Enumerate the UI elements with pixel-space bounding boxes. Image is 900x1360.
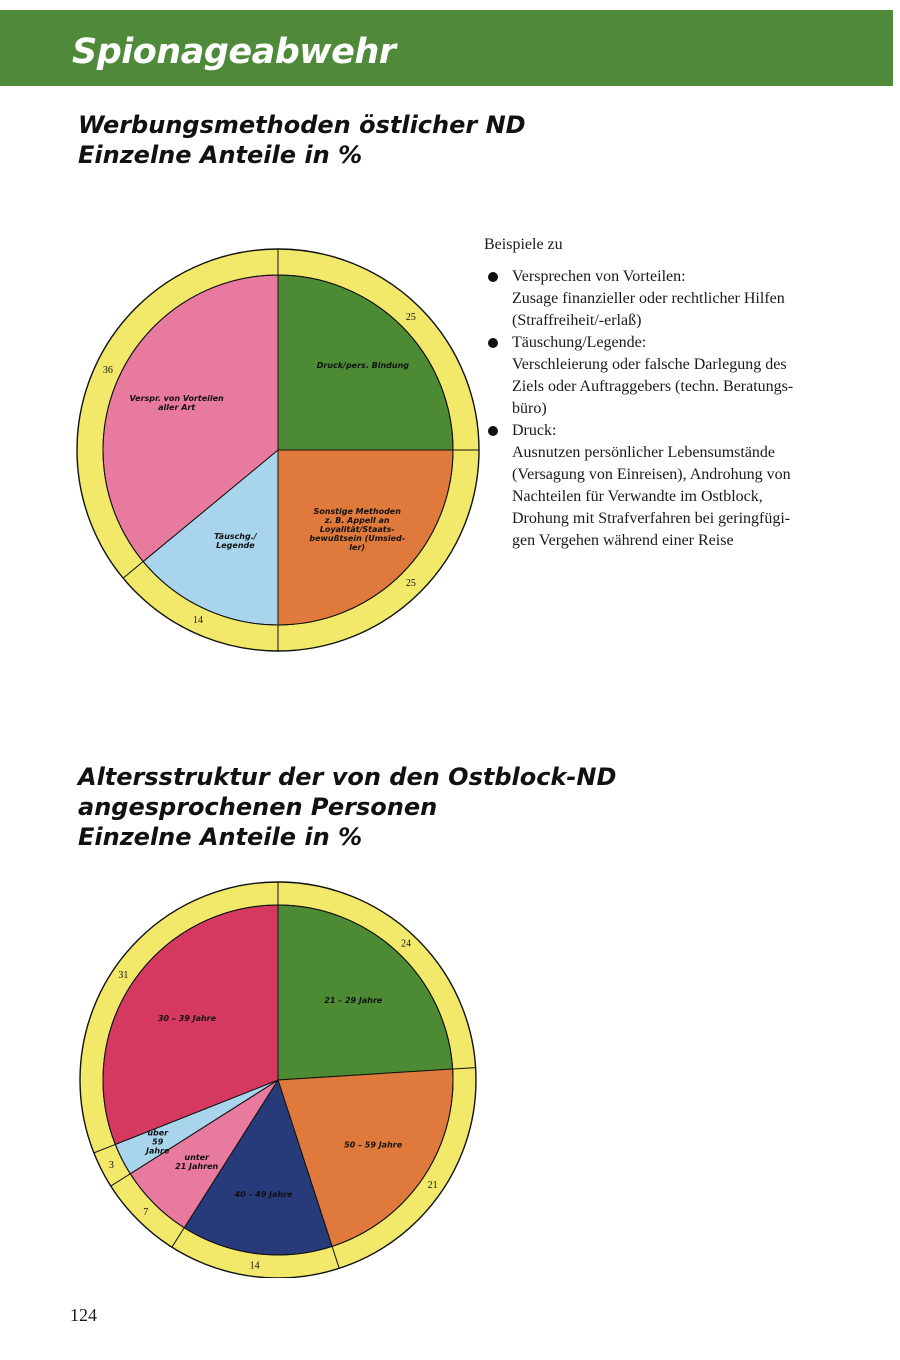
note-line: büro) [512,400,547,417]
methods-pie-svg [60,235,500,665]
chart2-title-line1: Altersstruktur der von den Ostblock-ND [78,763,617,791]
note-item [484,332,869,420]
pie-slice-label: 30 – 39 Jahre [157,1014,217,1024]
note-line: Nachteilen für Verwandte im Ostblock, [512,488,763,505]
page-number: 124 [70,1305,97,1325]
pie-slice [278,905,453,1080]
pie-value-label: 36 [102,364,113,376]
note-line: (Versagung von Einreisen), Androhung von [512,466,791,483]
note-line: Zusage finanzieller oder rechtlicher Hilfen [512,290,785,307]
examples-intro: Beispiele zu [484,236,563,253]
pie-slice-label: ler) [349,543,366,553]
note-line: Ziels oder Auftraggebers (techn. Beratungs- [512,378,794,395]
bullet-icon [488,272,498,282]
pie-value-label: 21 [427,1180,438,1192]
pie-value-label: 14 [192,615,203,627]
pie-value-label: 31 [118,969,129,981]
pie-slice-label: 59 [152,1137,164,1147]
pie-slice-label: 21 – 29 Jahre [324,995,383,1005]
page-title: Spionageabwehr [72,32,396,72]
pie-value-label: 25 [405,577,416,589]
chart2-subtitle: Einzelne Anteile in % [78,823,363,851]
pie-slice-label: 21 Jahren [175,1161,219,1171]
pie-slice-label: bewußtsein (Umsied- [309,534,406,544]
chart2-title-line2: angesprochenen Personen [78,793,438,821]
pie-value-label: 14 [249,1260,260,1272]
note-line: Verschleierung oder falsche Darlegung des [512,356,787,373]
pie-slice-label: z. B. Appell an [324,516,390,526]
methods-pie-chart [60,235,500,665]
note-line: Täuschung/Legende: [512,334,647,351]
pie-slice-label: unter [184,1152,209,1162]
chart2-heading [78,762,616,852]
pie-value-label: 25 [405,312,416,324]
bullet-icon [488,338,498,348]
note-line: Versprechen von Vorteilen: [512,268,686,285]
chart1-subtitle: Einzelne Anteile in % [78,141,363,169]
note-line: (Straffreiheit/-erlaß) [512,312,642,329]
pie-slice-label: Legende [216,540,255,550]
pie-value-label: 24 [401,938,412,950]
age-pie-chart [60,858,500,1278]
chart1-title: Werbungsmethoden östlicher ND [78,111,526,139]
examples-notes [484,234,869,552]
pie-slice-label: Jahre [145,1146,170,1156]
pie-slice-label: Täuschg./ [214,531,257,541]
pie-slice-label: Verspr. von Vorteilen [129,393,224,403]
pie-value-label: 3 [108,1159,114,1171]
age-pie-svg [60,858,500,1278]
pie-slice-label: 50 – 59 Jahre [344,1140,403,1150]
pie-slice-label: über [147,1128,169,1138]
pie-slice-label: Loyalität/Staats- [319,525,395,535]
note-line: Drohung mit Strafverfahren bei geringfügi- [512,510,791,527]
note-item [484,266,869,332]
note-line: gen Vergehen während einer Reise [512,532,734,549]
chart1-heading [78,110,526,170]
note-line: Ausnutzen persönlicher Lebensumstände [512,444,776,461]
pie-slice-label: Druck/pers. Bindung [316,361,410,371]
bullet-icon [488,426,498,436]
pie-value-label: 7 [143,1207,149,1219]
pie-slice-label: aller Art [158,402,196,412]
title-banner [0,10,893,86]
note-line: Druck: [512,422,557,439]
pie-slice-label: 40 – 49 Jahre [234,1190,293,1200]
pie-slice-label: Sonstige Methoden [313,507,401,517]
note-item [484,420,869,552]
